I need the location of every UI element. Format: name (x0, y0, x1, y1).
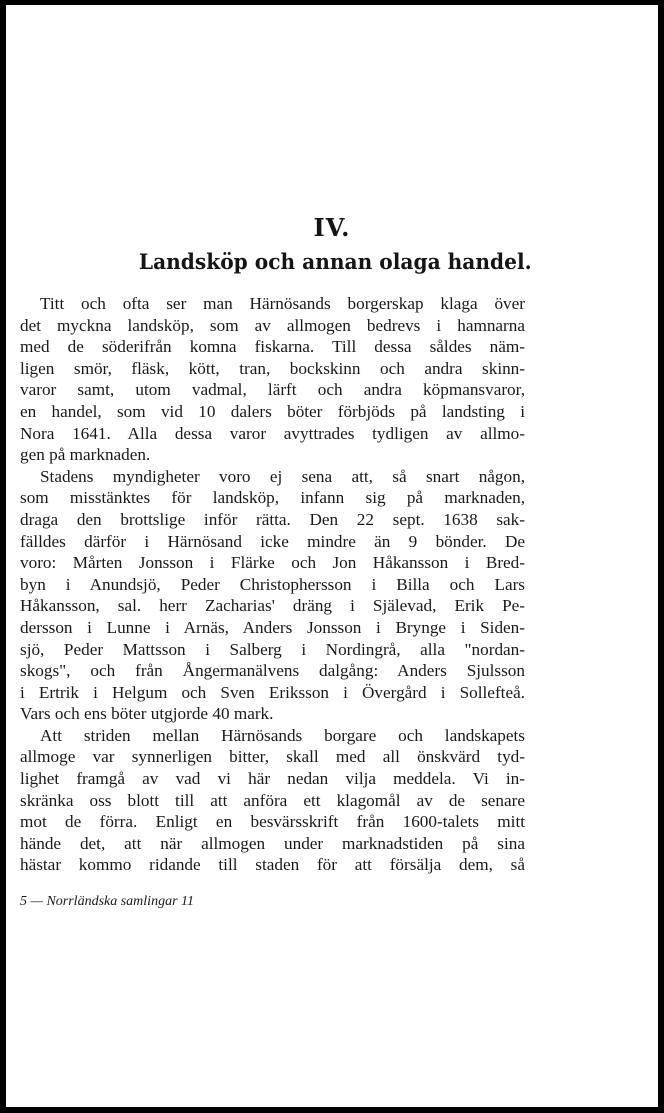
text-line: Stadens myndigheter voro ej sena att, så snart någon, (40, 466, 525, 486)
paragraph-3 (20, 725, 525, 876)
text-line: sjö, Peder Mattsson i Salberg i Nordingrå, alla "nordan- (20, 639, 525, 659)
chapter-title: Landsköp och annan olaga handel. (138, 249, 532, 274)
text-line: som misstänktes för landsköp, infann sig på marknaden, (20, 488, 525, 508)
chapter-number: IV. (313, 213, 351, 242)
text-line: dersson i Lunne i Arnäs, Anders Jonsson i Brynge i Siden- (20, 617, 525, 637)
text-line: det myckna landsköp, som av allmogen bedrevs i hamnarna (20, 315, 525, 335)
text-line: Att striden mellan Härnösands borgare och landskapets (40, 725, 525, 745)
document-page (6, 5, 658, 1107)
text-line: draga den brottslige inför rätta. Den 22 sept. 1638 sak- (20, 509, 525, 529)
text-line: Vars och ens böter utgjorde 40 mark. (20, 704, 274, 724)
text-line: skogs", och från Ångermanälvens dalgång: Anders Sjulsson (20, 661, 525, 681)
text-line: voro: Mårten Jonsson i Flärke och Jon Håkansson i Bred- (20, 553, 525, 573)
text-line: skränka oss blott till att anföra ett klagomål av de senare (20, 790, 525, 810)
text-line: hästar kommo ridande till staden för att försälja dem, så (20, 855, 525, 875)
paragraph-2 (20, 466, 525, 725)
paragraph-1 (20, 293, 525, 466)
text-line: gen på marknaden. (20, 445, 151, 465)
text-line: Nora 1641. Alla dessa varor avyttrades tydligen av allmo- (20, 423, 525, 443)
text-line: allmoge var synnerligen bitter, skall med all önskvärd tyd- (20, 747, 525, 767)
text-line: med de söderifrån komna fiskarna. Till dessa såldes näm- (20, 337, 525, 357)
text-line: byn i Anundsjö, Peder Christophersson i Billa och Lars (20, 574, 525, 594)
text-line: mot de förra. Enligt en besvärsskrift från 1600-talets mitt (20, 812, 525, 832)
text-line: lighet framgå av vad vi här nedan vilja meddela. Vi in- (20, 769, 525, 789)
text-line: fälldes därför i Härnösand icke mindre än 9 bönder. De (20, 531, 525, 551)
text-line: varor samt, utom vadmal, lärft och andra köpmansvaror, (20, 380, 525, 400)
text-line: ligen smör, fläsk, kött, tran, bockskinn och andra skinn- (20, 358, 525, 378)
text-line: i Ertrik i Helgum och Sven Eriksson i Övergård i Sollefteå. (20, 682, 525, 702)
text-line: en handel, som vid 10 dalers böter förbjöds på landsting i (20, 401, 525, 421)
text-line: Titt och ofta ser man Härnösands borgerskap klaga över (40, 294, 525, 313)
body-text (20, 293, 525, 876)
text-line: hände det, att när allmogen under marknadstiden på sina (20, 833, 525, 853)
text-line: Håkansson, sal. herr Zacharias' dräng i Själevad, Erik Pe- (20, 596, 525, 616)
signature-footer: 5 — Norrländska samlingar 11 (20, 894, 194, 909)
